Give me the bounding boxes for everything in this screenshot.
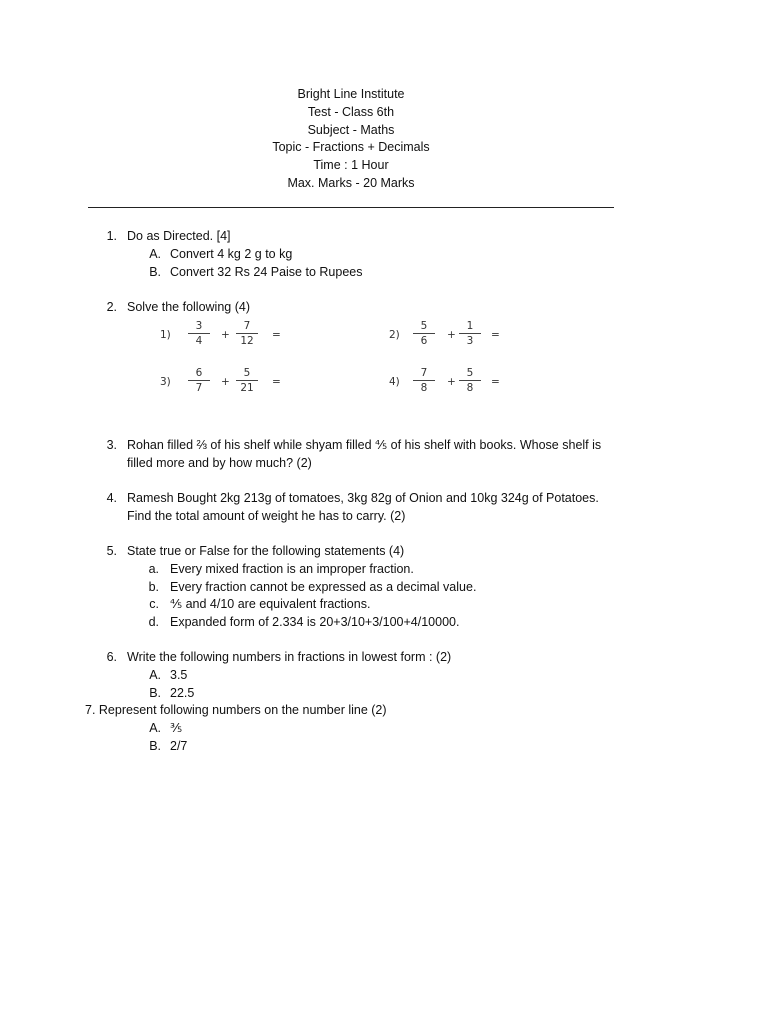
question-text: Solve the following (4) — [127, 300, 250, 314]
numerator: 5 — [466, 367, 474, 379]
denominator: 21 — [240, 382, 254, 394]
fraction — [188, 320, 210, 347]
item-text: Expanded form of 2.334 is 20+3/10+3/100+4/10000. — [170, 615, 460, 629]
denominator: 6 — [420, 335, 428, 347]
numerator: 1 — [466, 320, 474, 332]
fraction-bar — [236, 380, 258, 381]
question-text: Rohan filled ⅔ of his shelf while shyam filled ⅘ of his shelf with books. Whose shelf is — [127, 438, 602, 452]
question-text: State true or False for the following statements (4) — [127, 544, 405, 558]
item-label: d. — [148, 615, 159, 629]
denominator: 4 — [195, 335, 203, 347]
question-number: 1. — [106, 229, 117, 243]
problem-label: 4) — [389, 376, 400, 388]
equals-sign: = — [491, 329, 500, 341]
numerator: 5 — [243, 367, 251, 379]
fraction-bar — [413, 380, 435, 381]
item-label: B. — [149, 739, 161, 753]
fraction-bar — [413, 333, 435, 334]
fraction-bar — [188, 380, 210, 381]
equals-sign: = — [272, 329, 281, 341]
item-text: Convert 4 kg 2 g to kg — [170, 247, 293, 261]
question-number: 2. — [106, 300, 117, 314]
fraction-bar — [459, 333, 481, 334]
equals-sign: = — [272, 376, 281, 388]
fraction — [188, 367, 210, 394]
question-number: 6. — [106, 650, 117, 664]
item-text: 22.5 — [170, 686, 195, 700]
fraction-bar — [459, 380, 481, 381]
denominator: 8 — [466, 382, 474, 394]
paper-header — [0, 86, 702, 193]
question-number: 3. — [106, 438, 117, 452]
fraction — [236, 320, 258, 347]
denominator: 3 — [466, 335, 474, 347]
item-label: A. — [149, 668, 161, 682]
header-divider — [88, 207, 614, 208]
plus-sign: + — [447, 329, 456, 341]
time-limit: Time : 1 Hour — [313, 158, 389, 173]
item-text: 3.5 — [170, 668, 188, 682]
fraction — [236, 367, 258, 394]
question-number: 5. — [106, 544, 117, 558]
fraction — [459, 320, 481, 347]
numerator: 7 — [243, 320, 251, 332]
topic: Topic - Fractions + Decimals — [272, 140, 430, 155]
numerator: 6 — [195, 367, 203, 379]
question-text-continued: filled more and by how much? (2) — [127, 456, 312, 470]
problem-label: 1) — [160, 329, 171, 341]
fraction-bar — [236, 333, 258, 334]
numerator: 3 — [195, 320, 203, 332]
item-text: Convert 32 Rs 24 Paise to Rupees — [170, 265, 363, 279]
item-text: Every mixed fraction is an improper fraction. — [170, 562, 414, 576]
denominator: 7 — [195, 382, 203, 394]
numerator: 5 — [420, 320, 428, 332]
plus-sign: + — [447, 376, 456, 388]
test-class: Test - Class 6th — [307, 104, 395, 119]
question-text: Do as Directed. [4] — [127, 229, 231, 243]
problem-label: 2) — [389, 329, 400, 341]
plus-sign: + — [221, 376, 230, 388]
item-text: Every fraction cannot be expressed as a decimal value. — [170, 580, 477, 594]
question-text-continued: Find the total amount of weight he has to carry. (2) — [127, 509, 406, 523]
item-label: A. — [149, 247, 161, 261]
max-marks: Max. Marks - 20 Marks — [287, 175, 415, 190]
item-text: ⅘ and 4/10 are equivalent fractions. — [170, 597, 371, 611]
institute-name: Bright Line Institute — [297, 87, 405, 101]
fraction-bar — [188, 333, 210, 334]
subject: Subject - Maths — [307, 122, 395, 137]
item-text: ⅗ — [170, 721, 183, 735]
item-label: B. — [149, 686, 161, 700]
item-text: 2/7 — [170, 739, 188, 753]
item-label: a. — [148, 562, 159, 576]
question-text: Write the following numbers in fractions in lowest form : (2) — [127, 650, 452, 664]
fraction — [413, 320, 435, 347]
item-label: b. — [148, 580, 159, 594]
question-number: 4. — [106, 491, 117, 505]
equals-sign: = — [491, 376, 500, 388]
item-label: A. — [149, 721, 161, 735]
question-text: 7. Represent following numbers on the number line (2) — [85, 703, 387, 717]
item-label: B. — [149, 265, 161, 279]
denominator: 8 — [420, 382, 428, 394]
numerator: 7 — [420, 367, 428, 379]
problem-label: 3) — [160, 376, 171, 388]
question-text: Ramesh Bought 2kg 213g of tomatoes, 3kg 82g of Onion and 10kg 324g of Potatoes. — [127, 491, 599, 505]
plus-sign: + — [221, 329, 230, 341]
fraction — [459, 367, 481, 394]
item-label: c. — [149, 597, 159, 611]
fraction — [413, 367, 435, 394]
denominator: 12 — [240, 335, 254, 347]
